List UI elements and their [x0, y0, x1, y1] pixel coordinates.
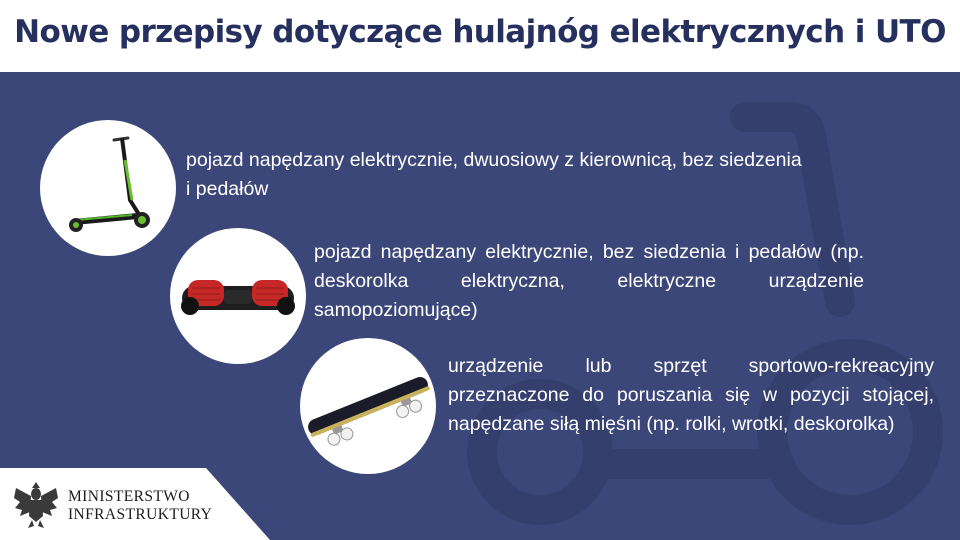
logo-line-1: MINISTERSTWO	[68, 488, 190, 505]
polish-eagle-emblem-icon	[12, 478, 60, 530]
skateboard-image	[300, 338, 436, 474]
electric-scooter-image	[40, 120, 176, 256]
header	[0, 0, 960, 72]
skateboard-icon	[300, 338, 436, 474]
item-description-2: pojazd napędzany elektrycznie, bez siedzenia i pedałów (np. deskorolka elektryczna, elektryczne urządzenie samopoziomujące)	[314, 241, 864, 321]
electric-scooter-icon	[40, 120, 176, 256]
item-description-1: pojazd napędzany elektrycznie, dwuosiowy z kierownicą, bez siedzenia i pedałów	[186, 149, 802, 200]
hoverboard-image	[170, 228, 306, 364]
item-description-3: urządzenie lub sprzęt sportowo-rekreacyjny przeznaczone do poruszania się w pozycji stojącej, napędzane siłą mięśni (np. rolki, wrotki, deskorolka)	[448, 355, 934, 435]
logo-line-2: INFRASTRUKTURY	[68, 506, 213, 523]
ministry-logo-text	[68, 488, 212, 524]
page-title: Nowe przepisy dotyczące hulajnóg elektrycznych i UTO	[14, 14, 946, 50]
hoverboard-icon	[170, 228, 306, 364]
